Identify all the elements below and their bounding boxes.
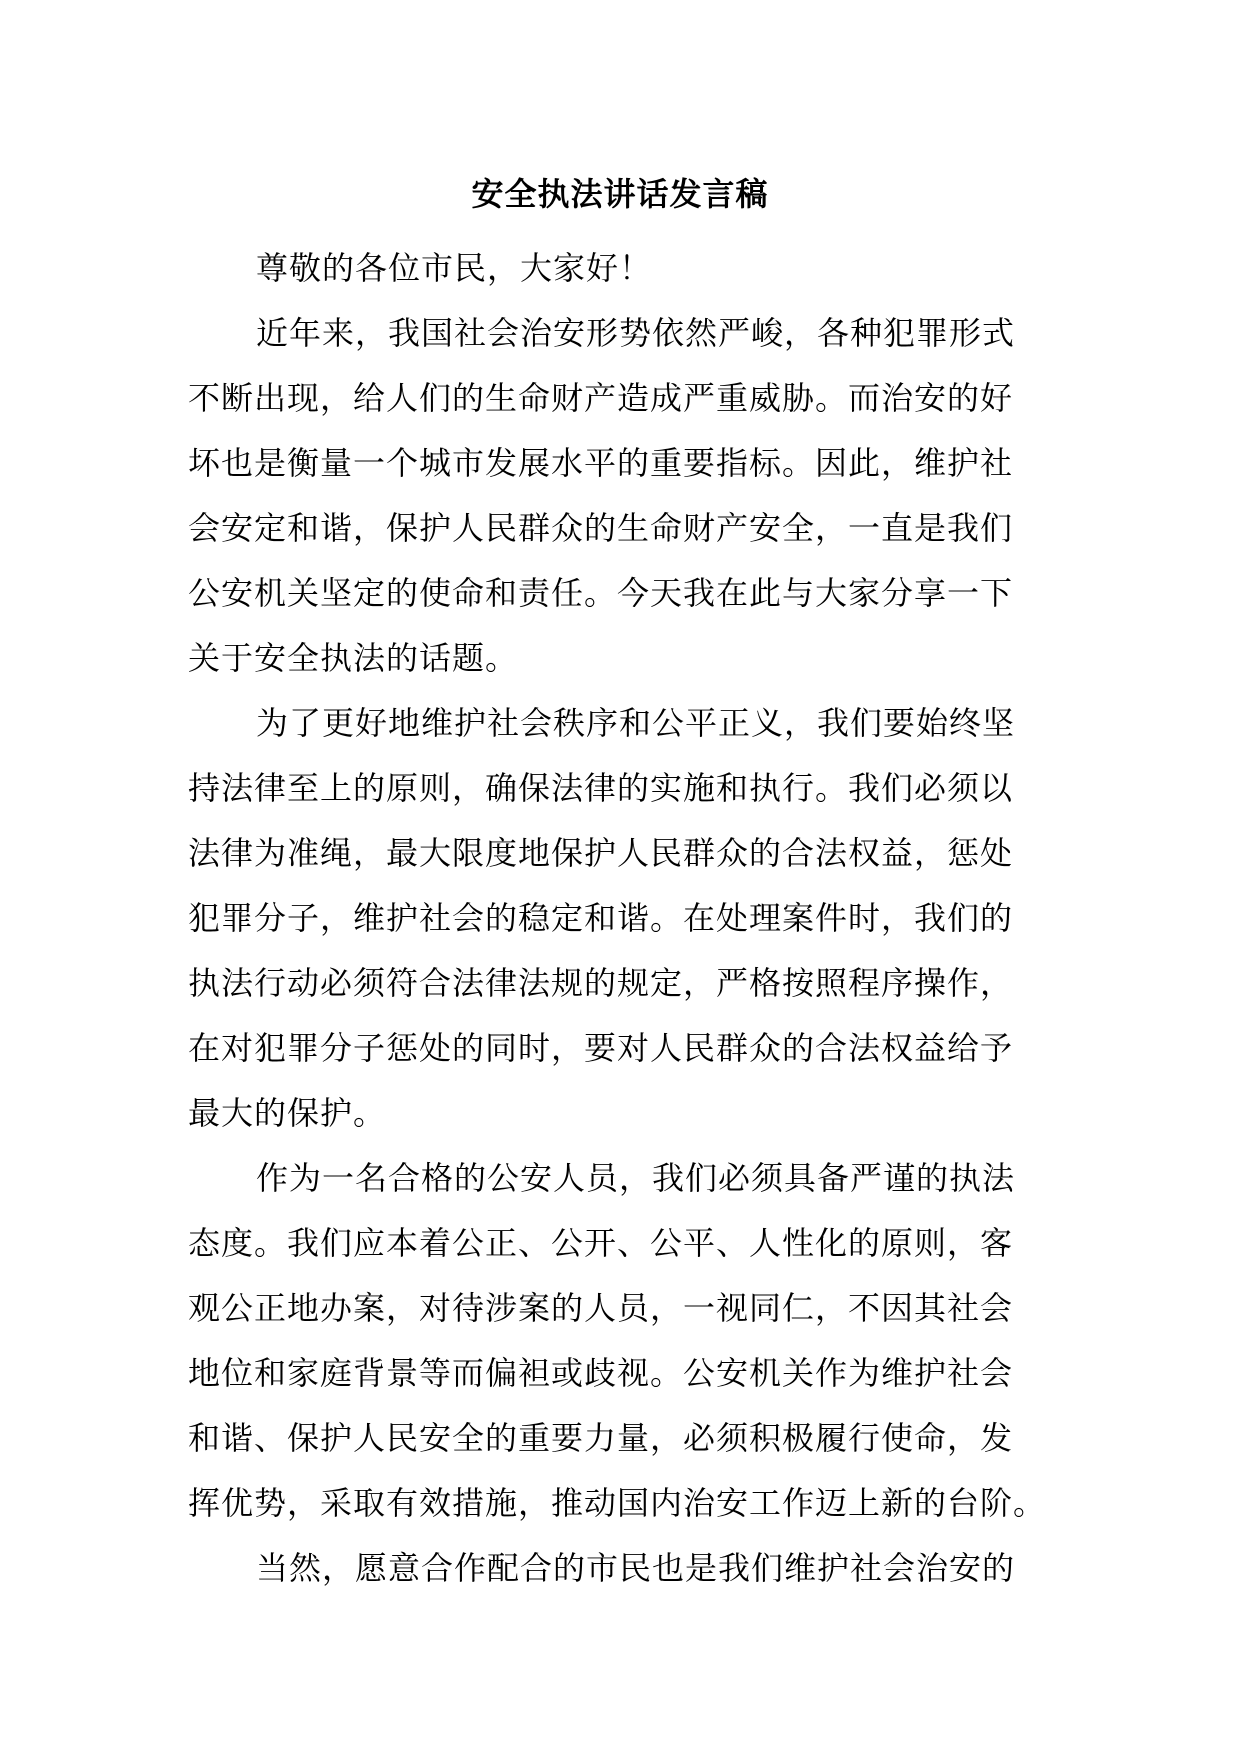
paragraph-1: [188, 301, 1064, 691]
paragraph-line: 尊敬的各位市民，大家好！: [256, 249, 653, 287]
paragraph-line: 观公正地办案，对待涉案的人员，一视同仁，不因其社会: [188, 1289, 1014, 1327]
paragraph-line: 犯罪分子，维护社会的稳定和谐。在处理案件时，我们的: [188, 899, 1014, 937]
paragraph-line: 持法律至上的原则，确保法律的实施和执行。我们必须以: [188, 769, 1014, 807]
paragraph-line: 和谐、保护人民安全的重要力量，必须积极履行使命，发: [188, 1419, 1014, 1457]
paragraph-line: 态度。我们应本着公正、公开、公平、人性化的原则，客: [188, 1224, 1014, 1262]
paragraph-line: 地位和家庭背景等而偏袒或歧视。公安机关作为维护社会: [188, 1354, 1014, 1392]
paragraph-line: 关于安全执法的话题。: [188, 639, 519, 677]
paragraph-3: [188, 1146, 1064, 1536]
paragraph-greeting: [188, 236, 1064, 301]
paragraph-4: [188, 1536, 1064, 1601]
paragraph-line: 会安定和谐，保护人民群众的生命财产安全，一直是我们: [188, 509, 1014, 547]
paragraph-2: [188, 691, 1064, 1146]
paragraph-line: 公安机关坚定的使命和责任。今天我在此与大家分享一下: [188, 574, 1014, 612]
paragraph-line: 挥优势，采取有效措施，推动国内治安工作迈上新的台阶。: [188, 1484, 1047, 1522]
paragraph-line: 坏也是衡量一个城市发展水平的重要指标。因此，维护社: [188, 444, 1014, 482]
paragraph-line: 为了更好地维护社会秩序和公平正义，我们要始终坚: [256, 704, 1016, 742]
paragraph-line: 最大的保护。: [188, 1094, 387, 1132]
paragraph-line: 法律为准绳，最大限度地保护人民群众的合法权益，惩处: [188, 834, 1014, 872]
paragraph-line: 执法行动必须符合法律法规的规定，严格按照程序操作，: [188, 964, 1014, 1002]
paragraph-line: 近年来，我国社会治安形势依然严峻，各种犯罪形式: [256, 314, 1016, 352]
document-body: [188, 236, 1064, 1601]
paragraph-line: 在对犯罪分子惩处的同时，要对人民群众的合法权益给予: [188, 1029, 1014, 1067]
paragraph-line: 不断出现，给人们的生命财产造成严重威胁。而治安的好: [188, 379, 1014, 417]
paragraph-line: 当然，愿意合作配合的市民也是我们维护社会治安的: [256, 1549, 1016, 1587]
document-title: 安全执法讲话发言稿: [471, 175, 769, 213]
paragraph-line: 作为一名合格的公安人员，我们必须具备严谨的执法: [256, 1159, 1016, 1197]
